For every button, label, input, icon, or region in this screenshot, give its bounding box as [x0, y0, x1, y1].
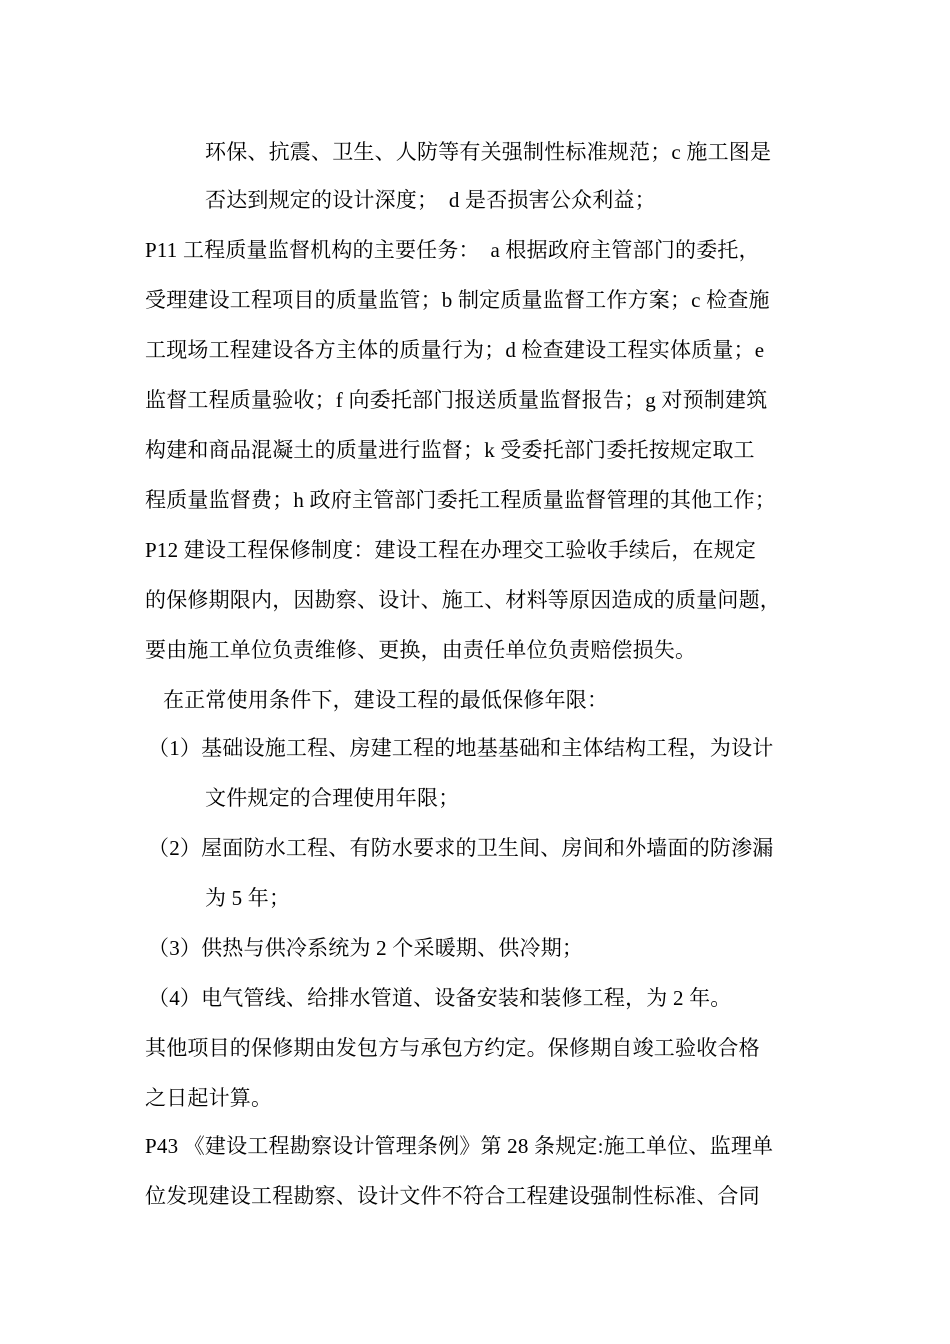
text-line: 之日起计算。 [145, 1086, 273, 1110]
text-line: 程质量监督费；h 政府主管部门委托工程质量监督管理的其他工作； [145, 488, 776, 512]
text-line: 为 5 年； [205, 886, 291, 910]
text-line: 要由施工单位负责维修、更换，由责任单位负责赔偿损失。 [145, 638, 697, 662]
text-line: P11 工程质量监督机构的主要任务： a 根据政府主管部门的委托， [145, 238, 760, 262]
text-line: 位发现建设工程勘察、设计文件不符合工程建设强制性标准、合同 [145, 1184, 760, 1208]
list-item: （1）基础设施工程、房建工程的地基基础和主体结构工程，为设计 [148, 736, 774, 760]
list-item: （4）电气管线、给排水管道、设备安装和装修工程，为 2 年。 [148, 986, 732, 1010]
list-item: （3）供热与供冷系统为 2 个采暖期、供冷期； [148, 936, 584, 960]
text-line: 环保、抗震、卫生、人防等有关强制性标准规范；c 施工图是 [205, 140, 772, 164]
text-line: 文件规定的合理使用年限； [205, 786, 460, 810]
text-line: 工现场工程建设各方主体的质量行为；d 检查建设工程实体质量；e [145, 338, 765, 362]
text-line: 的保修期限内，因勘察、设计、施工、材料等原因造成的质量问题， [145, 588, 781, 612]
text-line: 其他项目的保修期由发包方与承包方约定。保修期自竣工验收合格 [145, 1036, 760, 1060]
text-line: P43 《建设工程勘察设计管理条例》第 28 条规定:施工单位、监理单 [145, 1134, 774, 1158]
text-line: 监督工程质量验收；f 向委托部门报送质量监督报告；g 对预制建筑 [145, 388, 768, 412]
text-line: 在正常使用条件下，建设工程的最低保修年限： [163, 688, 609, 712]
text-line: 构建和商品混凝土的质量进行监督；k 受委托部门委托按规定取工 [145, 438, 755, 462]
list-item: （2）屋面防水工程、有防水要求的卫生间、房间和外墙面的防渗漏 [148, 836, 774, 860]
text-line: P12 建设工程保修制度：建设工程在办理交工验收手续后，在规定 [145, 538, 757, 562]
text-line: 受理建设工程项目的质量监管；b 制定质量监督工作方案；c 检查施 [145, 288, 770, 312]
text-line: 否达到规定的设计深度； d 是否损害公众利益； [205, 188, 656, 212]
